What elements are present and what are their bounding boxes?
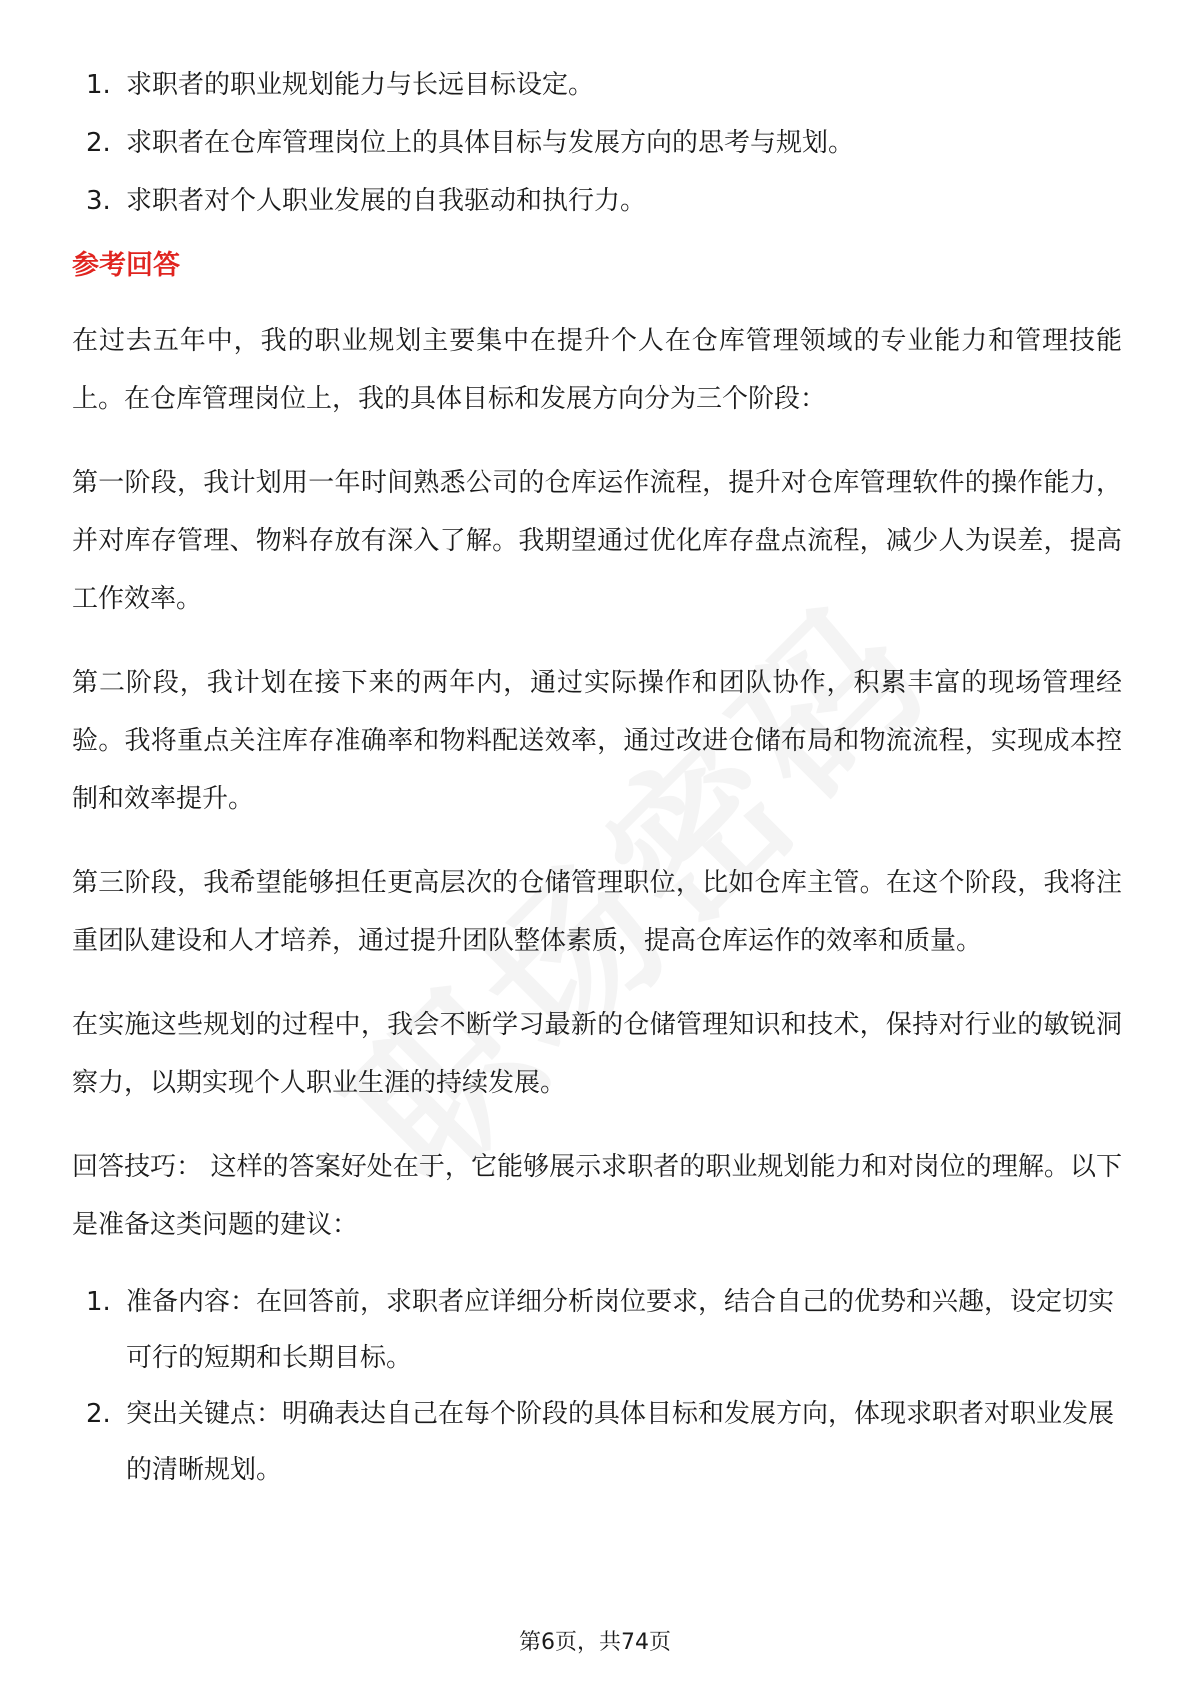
list-item-text: 突出关键点：明确表达自己在每个阶段的具体目标和发展方向，体现求职者对职业发展的清晰规划。 — [126, 1399, 1115, 1485]
tips-list — [72, 1274, 1122, 1498]
list-item-text: 求职者的职业规划能力与长远目标设定。 — [126, 70, 595, 100]
page-content — [72, 56, 1122, 1498]
list-item-text: 求职者在仓库管理岗位上的具体目标与发展方向的思考与规划。 — [126, 128, 855, 158]
paragraph-stage-three: 第三阶段，我希望能够担任更高层次的仓储管理职位，比如仓库主管。在这个阶段，我将注重团队建设和人才培养，通过提升团队整体素质，提高仓库运作的效率和质量。 — [72, 868, 1122, 956]
paragraph-answer-tips: 回答技巧： 这样的答案好处在于，它能够展示求职者的职业规划能力和对岗位的理解。以下是准备这类问题的建议： — [72, 1152, 1122, 1240]
paragraph-conclusion: 在实施这些规划的过程中，我会不断学习最新的仓储管理知识和技术，保持对行业的敏锐洞察力，以期实现个人职业生涯的持续发展。 — [72, 1010, 1122, 1098]
paragraph-stage-two: 第二阶段，我计划在接下来的两年内，通过实际操作和团队协作，积累丰富的现场管理经验。我将重点关注库存准确率和物料配送效率，通过改进仓储布局和物流流程，实现成本控制和效率提升。 — [72, 668, 1122, 814]
list-number: 2. — [86, 128, 111, 158]
list-number: 3. — [86, 186, 111, 216]
list-item — [72, 114, 1122, 172]
list-number: 1. — [86, 70, 111, 100]
list-item — [72, 1386, 1122, 1498]
list-item-text: 准备内容：在回答前，求职者应详细分析岗位要求，结合自己的优势和兴趣，设定切实可行的短期和长期目标。 — [126, 1287, 1115, 1373]
list-number: 1. — [86, 1287, 111, 1317]
reference-answer-heading: 参考回答 — [72, 250, 180, 281]
list-item — [72, 56, 1122, 114]
paragraph-stage-one: 第一阶段，我计划用一年时间熟悉公司的仓库运作流程，提升对仓库管理软件的操作能力，并对库存管理、物料存放有深入了解。我期望通过优化库存盘点流程，减少人为误差，提高工作效率。 — [72, 468, 1122, 614]
list-number: 2. — [86, 1399, 111, 1429]
list-item — [72, 172, 1122, 230]
paragraph-intro: 在过去五年中，我的职业规划主要集中在提升个人在仓库管理领域的专业能力和管理技能上。在仓库管理岗位上，我的具体目标和发展方向分为三个阶段： — [72, 326, 1122, 414]
list-item-text: 求职者对个人职业发展的自我驱动和执行力。 — [126, 186, 647, 216]
intro-list — [72, 56, 1122, 230]
list-item — [72, 1274, 1122, 1386]
page-footer: 第6页，共74页 — [519, 1630, 671, 1655]
